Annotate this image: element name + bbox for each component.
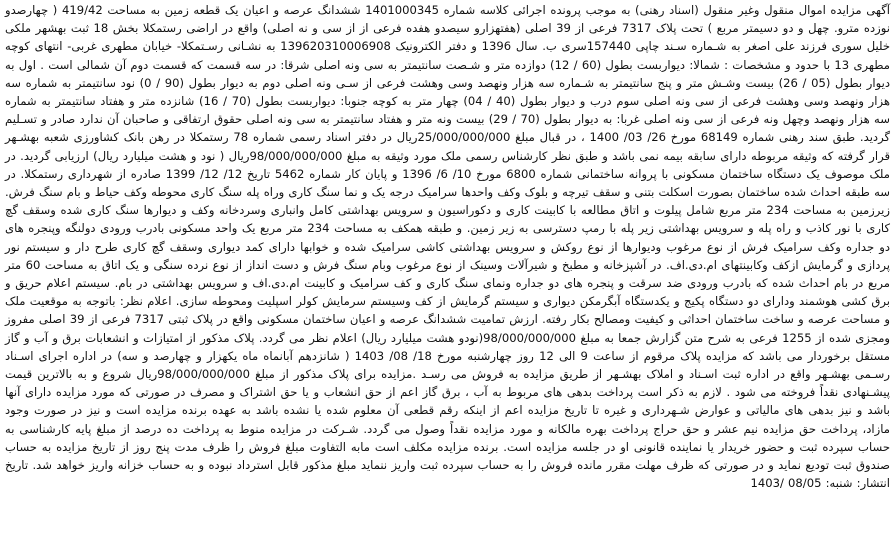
auction-notice-text: آگهی مزایده اموال منقول وغیر منقول (اسناد رهنی) به موجب پرونده اجرائی کلاسه شماره 1401000345 ششدانگ عرصه و اعیان یک قطعه زمین به مساحت 419/42 ( چهارصدو نوزده مترو. چهل و دو دسیمتر مربع ) تحت پلاک 7317 فرعی از 39 اصلی (هفتهزارو سیصدو هفده فرعی از از سی و نه اصلی) واقع در اراضی رستمکلا بخش 18 ثبت بهشهر ملکی خلیل سوری فرزند علی اصغر به شـماره سـند چاپی 157440سری ب. سال 1396 و دفتر الکترونیک 139620310006908 به نشـانی رسـتمکلا- خیابان مطهری غربی- انتهای کوچه مطهری 13 با حدود و مشخصات : شمالا: دیواربست بطول (60 / 12) دوازده متر و شـصت سانتیمتر به سی ونه اصلی شرقا: در سه قسمت که قسمت دوم آن شمالی است . اول به دیوار بطول (05 / 26) بیست وشـش متر و پنج سانتیمتر به شـماره سه هزار ونهصد وسی وهشت فرعی از سـی ونه اصلی دوم به دیوار بطول (90 / 0) نود سانتیمتر به شماره سه هزار ونهصد وسی وهشت فرعی از سی ونه اصلی سوم درب و دیوار بطول (40 / 04) چهار متر به کوچه جنوبا: دیواربست بطول (70 / 16) شانزده متر و هفتاد سانتیمتر به شماره سه هزار ونهصد وچهل ونه فرعی از سی ونه اصلی غربا: به دیوار بطول (70 / 29) بیست ونه متر و هفتاد سانتیمتر به سی ونه اصلی حقوق ارتفاقی و صاحبان آن ندارد صادر و تسـلیم گردید. طبق سند رهنی شماره 68149 مورخ 26/ 03/ 1400 ، در قبال مبلغ 25/000/000/000ریال در دفتر اسناد رسمی شماره 78 رستمکلا در رهن بانک کشاورزی شعبه بهشـهر قرار گرفته که وثیقه مربوطه دارای سابقه بیمه نمی باشد و طبق نظر کارشناس رسمی ملک مورد وثیقه به مبلغ 98/000/000/000ریال ( نود و هشت میلیارد ریال) ارزیابی گردید. در ملک موصوف یک دستگاه ساختمان مسکونی با پروانه ساختمانی شماره 6800 مورخ 10/ 6/ 1396 و پایان کار شماره 5462 تاریخ 12/ 12/ 1399 صادره از شهرداری رستمکلا. در سه طبقه احداث شده ساختمان بصورت اسکلت بتنی و سقف تیرچه و بلوک وکف واحدها سرامیک درجه یک و نما سنگ کاری وراه پله سنگ کاری محوطه وکف حیاط و بام سنگ فرش. زیرزمین به مساحت 234 متر مربع شامل پیلوت و اتاق مطالعه با کابینت کاری و دکوراسیون و سرویس بهداشتی کامل وانباری وسردخانه وکف و دیوارها سنگ کاری شده وسقف گچ کاری با نور کاذب و راه پله و سرویس بهداشتی زیر پله با رمپ دسترسی به زیر زمین. و طبقه همکف به مساحت 234 متر مربع یک واحد مسکونی بادرب ورودی دولنگه وپنجره های دو جداره وکف سرامیک فرش از نوع مرغوب ودیوارها از نوع روکش و سرویس بهداشتی کاشی سرامیک شده و خوابها دارای کمد دیواری وسقف گچ کاری طرح دار و سیستم نور پردازی و گرمایش ازکف وکابینتهای ام.دی.اف. در آشپزخانه و مطبخ و شیرآلات وسینک از نوع مرغوب وبام سنگ فرش و دست انداز از نوع نرده سنگی و یک اتاق به مساحت 60 متر مربع در بام احداث شده که بادرب ورودی ضد سرقت و پنجره های دو جداره ونمای سنگ کاری و کف سرامیک و کابینت ام.دی.اف و سرویس بهداشتی در بام. سیستم اعلام حریق و برق کشی هوشمند ودارای دو دستگاه پکیج و یکدستگاه آبگرمکن دیواری و سیستم گرمایش از کف وسیستم سرمایش کولر اسپلیت ومحوطه سازی. اعلام نظر: باتوجه به موقعیت ملک و مساحت عرصه و ساخت ساختمان احداثی و کیفیت ومصالح بکار رفته. ارزش تمامیت ششدانگ عرصه و اعیان ساختمان مسکونی واقع در پلاک ثبتی 7317 فرعی از 39 اصلی مفروز ومجزی شده از 1255 فرعی به شرح متن گزارش جمعا به مبلغ 98/000/000/000(نودو هشت میلیارد ریال) اعلام نظر می گردد. پلاک مذکور از امتیازات و انشعابات برق و آب و گاز مستقل برخوردار می باشد که مزایده پلاک مرقوم از ساعت 9 الی 12 روز چهارشنبه مورخ 18/ 08/ 1403 ( شانزدهم آبانماه ماه یکهزار و چهارصد و سه) در اداره اجرای اسـناد رسـمی بهشـهر واقع در اداره ثبت اسـناد و املاک بهشـهر از طریق مزایده به فروش می رسـد .مزایده برای پلاک مذکور از مبلغ 98/000/000/000ریال شروع و به بالاترین قیمت پیشـنهادی نقداً فروخته می شود . لازم به ذکر است پرداخت بدهی های مربوط به آب ، برق گاز اعم از حق انشعاب و یا حق اشتراک و مصرف در صورتی که مورد مزایده دارای آنها باشد و نیز بدهی های مالیاتی و عوارض شـهرداری و غیره تا تاریخ مزایده اعم از اینکه رقم قطعی آن معلوم شده یا نشده باشد به عهده برنده مزایده است و نیز در صورت وجود مازاد، پرداخت حق مزایده نیم عشر و حق حراج پرداخت بهره مالکانه و مورد مزایده نقداً وصول می گردد. شـرکت در مزایده منوط به پرداخت ده درصد از مبلغ پایه کارشناسی به حساب سپرده ثبت و حضور خریدار یا نماینده قانونی او در جلسه مزایده است. برنده مزایده مکلف است مابه التفاوت مبلغ فروش را ظرف مدت پنج روز از تاریخ مزایده به حساب صندوق ثبت تودیع نماید و در صورتی که ظرف مهلت مقرر مانده فروش را به حساب سپرده ثبت واریز ننماید مبلغ مذکور قابل استرداد نبوده و به حساب خزانه واریز خواهد شد. تاریخ انتشار: شنبه: 08/05 /1403 xyxy=(5,3,891,491)
